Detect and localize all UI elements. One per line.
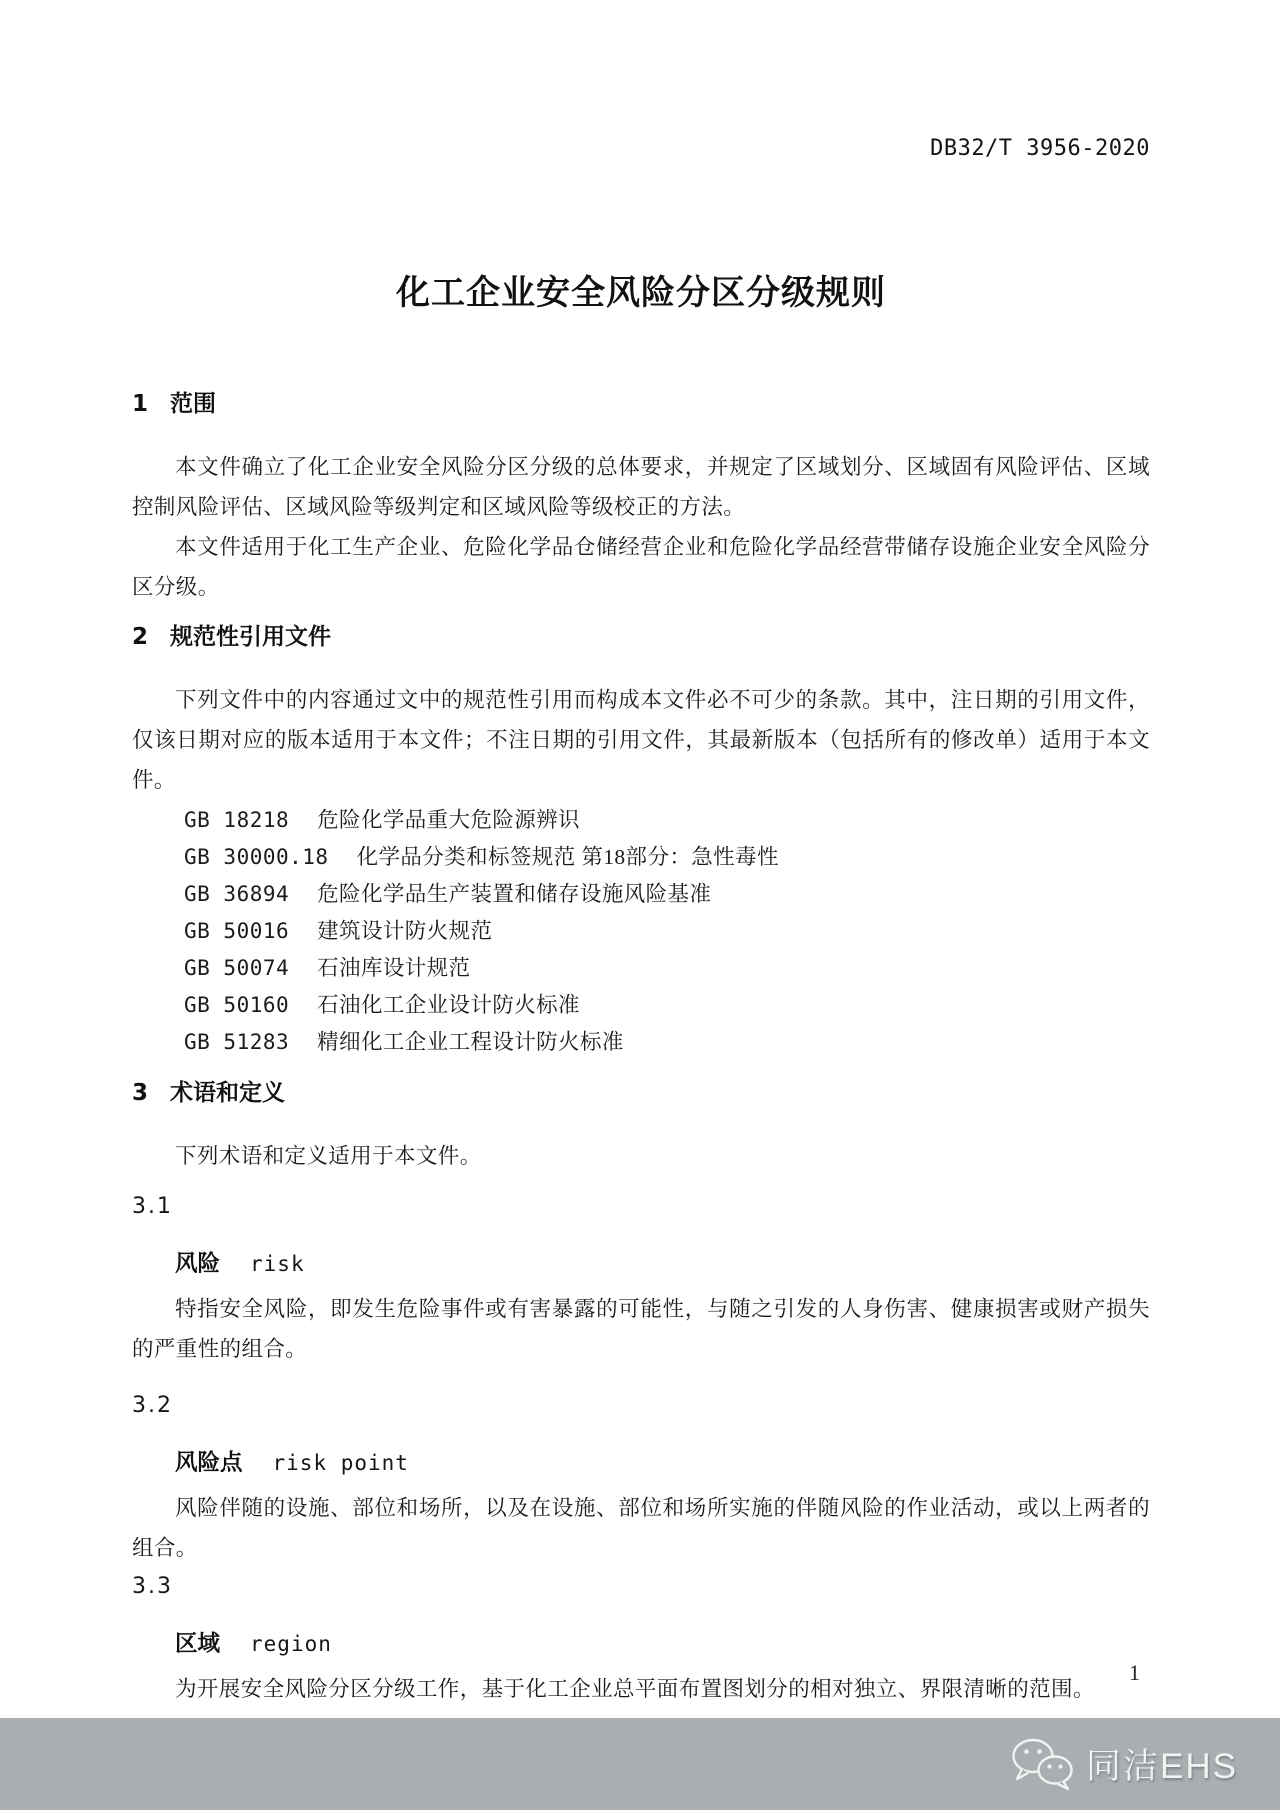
section-2-intro: 下列文件中的内容通过文中的规范性引用而构成本文件必不可少的条款。其中，注日期的引用文件，仅该日期对应的版本适用于本文件；不注日期的引用文件，其最新版本（包括所有的修改单）适用于本文件。 xyxy=(132,688,1150,792)
section-1-number: 1 xyxy=(132,391,149,417)
section-3-label: 术语和定义 xyxy=(170,1079,286,1105)
reference-code: GB 18218 xyxy=(184,808,290,832)
section-1-body xyxy=(132,447,1150,607)
section-2-heading xyxy=(132,621,1150,652)
reference-item xyxy=(184,839,1150,876)
page-number: 1 xyxy=(1129,1660,1140,1685)
reference-item xyxy=(184,987,1150,1024)
term-3-2-title xyxy=(132,1447,1150,1482)
watermark xyxy=(1010,1737,1238,1791)
reference-code: GB 50016 xyxy=(184,919,290,943)
reference-code: GB 30000.18 xyxy=(184,845,329,869)
document-content xyxy=(132,0,1150,1709)
reference-code: GB 51283 xyxy=(184,1030,290,1054)
reference-item xyxy=(184,913,1150,950)
section-2-label: 规范性引用文件 xyxy=(170,623,332,649)
term-3-1-title xyxy=(132,1248,1150,1283)
reference-name: 化学品分类和标签规范 第18部分：急性毒性 xyxy=(356,845,779,869)
standard-code: DB32/T 3956-2020 xyxy=(930,136,1150,161)
term-3-1-number: 3.1 xyxy=(132,1194,173,1219)
reference-code: GB 50074 xyxy=(184,956,290,980)
reference-name: 建筑设计防火规范 xyxy=(317,919,493,943)
section-3-intro: 下列术语和定义适用于本文件。 xyxy=(175,1144,482,1168)
term-3-2-number: 3.2 xyxy=(132,1393,173,1418)
term-zh: 区域 xyxy=(175,1631,221,1656)
term-en: region xyxy=(250,1632,332,1656)
watermark-text: 同洁EHS xyxy=(1086,1747,1238,1786)
reference-item xyxy=(184,1024,1150,1061)
section-3-number: 3 xyxy=(132,1080,149,1106)
reference-list xyxy=(132,802,1150,1061)
term-3-3-definition: 为开展安全风险分区分级工作，基于化工企业总平面布置图划分的相对独立、界限清晰的范围。 xyxy=(175,1677,1095,1701)
reference-code: GB 50160 xyxy=(184,993,290,1017)
term-zh: 风险 xyxy=(175,1251,221,1276)
reference-name: 危险化学品生产装置和储存设施风险基准 xyxy=(317,882,712,906)
term-en: risk xyxy=(250,1252,305,1276)
section-3-heading xyxy=(132,1077,1150,1108)
term-3-1-definition: 特指安全风险，即发生危险事件或有害暴露的可能性，与随之引发的人身伤害、健康损害或财产损失的严重性的组合。 xyxy=(132,1297,1150,1361)
section-2-number: 2 xyxy=(132,624,149,650)
reference-name: 精细化工企业工程设计防火标准 xyxy=(317,1030,624,1054)
bottom-watermark-band xyxy=(0,1718,1280,1810)
reference-item xyxy=(184,876,1150,913)
paragraph: 本文件确立了化工企业安全风险分区分级的总体要求，并规定了区域划分、区域固有风险评估、区域控制风险评估、区域风险等级判定和区域风险等级校正的方法。 xyxy=(132,455,1150,519)
term-3-3-title xyxy=(132,1628,1150,1663)
reference-code: GB 36894 xyxy=(184,882,290,906)
reference-item xyxy=(184,950,1150,987)
section-1-heading xyxy=(132,388,1150,419)
section-1-label: 范围 xyxy=(170,390,217,416)
reference-name: 危险化学品重大危险源辨识 xyxy=(317,808,580,832)
term-3-3-number: 3.3 xyxy=(132,1574,173,1599)
reference-name: 石油化工企业设计防火标准 xyxy=(317,993,580,1017)
term-en: risk point xyxy=(272,1451,409,1475)
paragraph: 本文件适用于化工生产企业、危险化学品仓储经营企业和危险化学品经营带储存设施企业安全风险分区分级。 xyxy=(132,535,1150,599)
wechat-icon xyxy=(1010,1737,1076,1791)
term-3-2-definition: 风险伴随的设施、部位和场所，以及在设施、部位和场所实施的伴随风险的作业活动，或以上两者的组合。 xyxy=(132,1496,1150,1560)
reference-item xyxy=(184,802,1150,839)
term-zh: 风险点 xyxy=(175,1450,243,1475)
reference-name: 石油库设计规范 xyxy=(317,956,471,980)
document-title: 化工企业安全风险分区分级规则 xyxy=(396,274,886,312)
